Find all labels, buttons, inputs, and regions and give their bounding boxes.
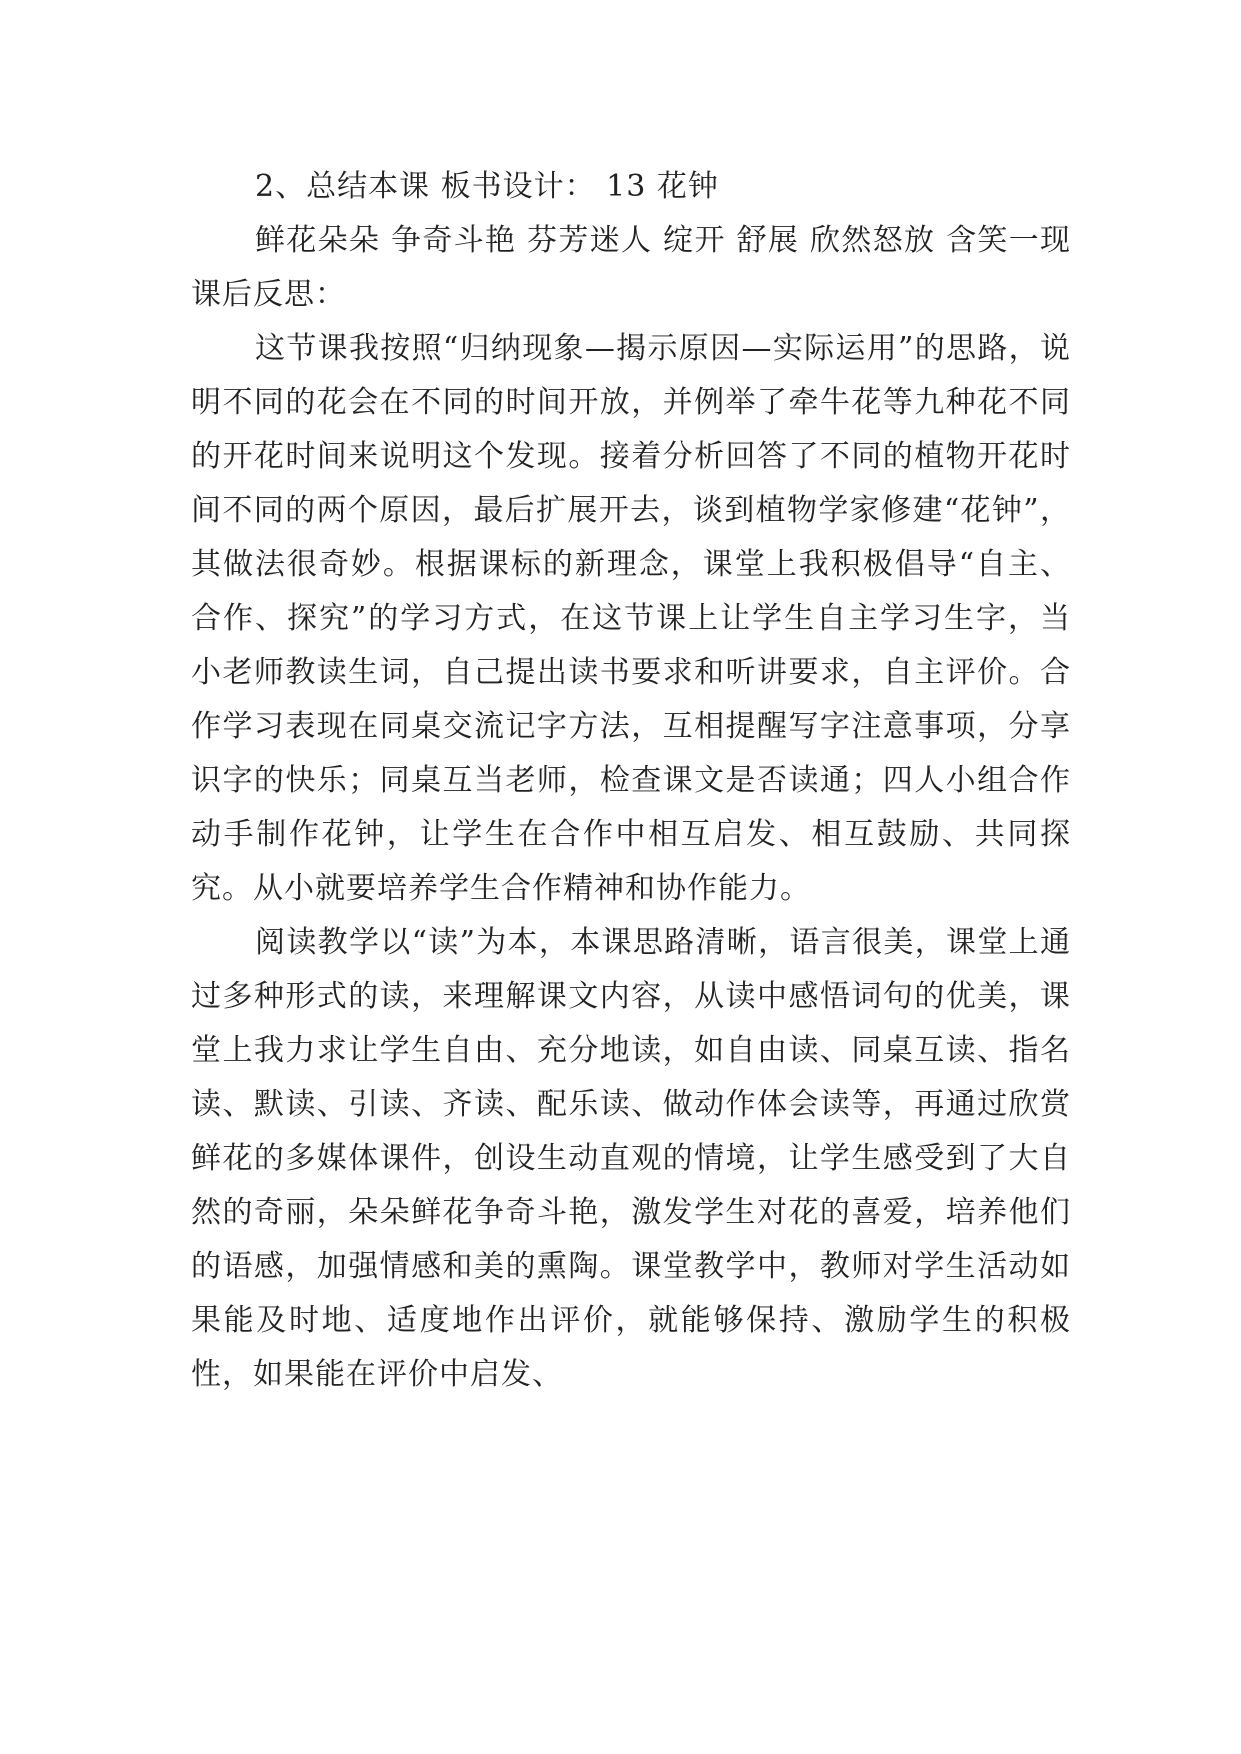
paragraph-reflection-2: 阅读教学以“读”为本，本课思路清晰，语言很美，课堂上通过多种形式的读，来理解课文内容，从读中感悟词句的优美，课堂上我力求让学生自由、充分地读，如自由读、同桌互读、指名读、默读、引读、齐读、配乐读、做动作体会读等，再通过欣赏鲜花的多媒体课件，创设生动直观的情境，让学生感受到了大自然的奇丽，朵朵鲜花争奇斗艳，激发学生对花的喜爱，培养他们的语感，加强情感和美的熏陶。课堂教学中，教师对学生活动如果能及时地、适度地作出评价，就能够保持、激励学生的积极性，如果能在评价中启发、	[191, 925, 1071, 1392]
paragraph-summary: 2、总结本课 板书设计： 13 花钟	[255, 169, 719, 204]
paragraph-reflection-1: 这节课我按照“归纳现象—揭示原因—实际运用”的思路，说明不同的花会在不同的时间开放，并例举了牵牛花等九种花不同的开花时间来说明这个发现。接着分析回答了不同的植物开花时间不同的两个原因，最后扩展开去，谈到植物学家修建“花钟”，其做法很奇妙。根据课标的新理念，课堂上我积极倡导“自主、合作、探究”的学习方式，在这节课上让学生自主学习生字，当小老师教读生词，自己提出读书要求和听讲要求，自主评价。合作学习表现在同桌交流记字方法，互相提醒写字注意事项，分享识字的快乐；同桌互当老师，检查课文是否读通；四人小组合作动手制作花钟，让学生在合作中相互启发、相互鼓励、共同探究。从小就要培养学生合作精神和协作能力。	[191, 331, 1071, 906]
document-body	[191, 160, 1071, 1402]
paragraph-board-design: 鲜花朵朵 争奇斗艳 芬芳迷人 绽开 舒展 欣然怒放 含笑一现 课后反思：	[191, 223, 1071, 312]
